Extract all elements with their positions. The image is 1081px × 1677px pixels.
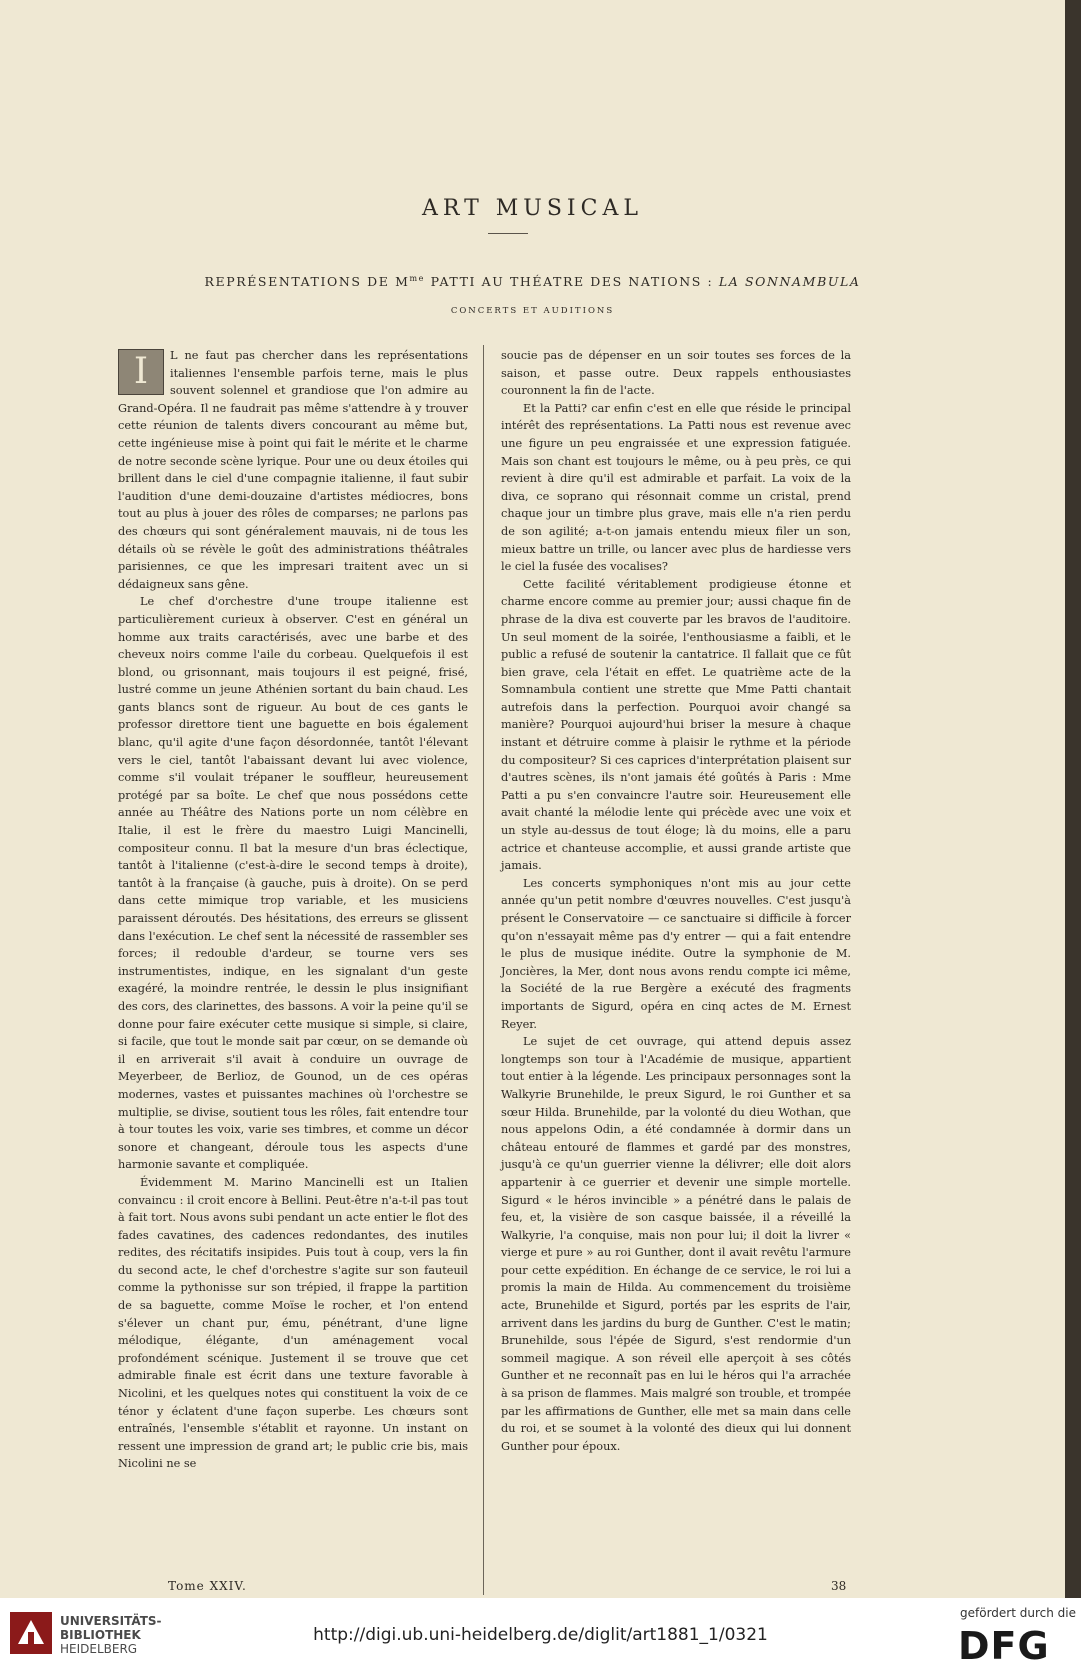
permalink-url[interactable]: http://digi.ub.uni-heidelberg.de/diglit/art1881_1/0321 — [313, 1625, 768, 1645]
article-subtitle — [0, 274, 1065, 289]
funding-caption: gefördert durch die — [960, 1606, 1076, 1620]
scan-edge-strip — [1065, 0, 1081, 1598]
paragraph: Et la Patti? car enfin c'est en elle que réside le principal intérêt des représentations. La Patti nous est revenue avec une figure un peu engraissée et une expression fatiguée. Mais son chant est toujours le même, ou à peu près, ce qui revient à dire qu'il est admirable et parfait. La voix de la diva, ce soprano qui résonnait comme un cristal, prend chaque jour un timbre plus grave, mais elle n'a rien perdu de son agilité; a-t-on jamais entendu mieux filer un son, mieux battre un trille, ou lancer avec plus de hardiesse vers le ciel la fusée des vocalises? — [501, 401, 851, 574]
section-heading: CONCERTS ET AUDITIONS — [450, 306, 615, 316]
page-number: 38 — [831, 1579, 847, 1593]
page-title: ART MUSICAL — [422, 196, 643, 221]
paragraph: Cette facilité véritablement prodigieuse étonne et charme encore comme au premier jour; aussi chaque fin de phrase de la diva est couverte par les bravos de l'auditoire. Un seul moment de la soirée, l'enthousiasme a faibli, et le public a refusé de soutenir la cantatrice. Il fallait que ce fût bien grave, cela l'était en effet. Le quatrième acte de la Somnambula contient une strette que Mme Patti chantait autrefois dans la perfection. Pourquoi avoir changé sa manière? Pourquoi aujourd'hui briser la mesure à chaque instant et détruire comme à plaisir le rythme et la période du compositeur? Si ces caprices d'interprétation plaisent sur d'autres scènes, ils n'ont jamais été goûtés à Paris : Mme Patti a pu s'en convaincre l'autre soir. Heureusement elle avait chanté la mélodie lente qui précède avec une voix et un style au-dessus de tout éloge; là du moins, elle a paru actrice et chanteuse accomplie, et aussi grande artiste que jamais. — [501, 577, 851, 873]
uni-line3: HEIDELBERG — [60, 1642, 138, 1656]
paragraph: Le chef d'orchestre d'une troupe italienne est particulièrement curieux à observer. C'est en général un homme aux traits caractérisés, avec une barbe et des cheveux noirs comme l'aile du corbeau. Quelquefois il est blond, ou grisonnant, mais toujours il est peigné, frisé, lustré comme un jeune Athénien sortant du bain chaud. Les gants blancs sont de rigueur. Au bout de ces gants le professor direttore tient une baguette en bois également blanc, qu'il agite d'une façon désordonnée, tantôt l'élevant vers le ciel, tantôt l'abaissant devant lui avec violence, comme s'il voulait trépaner le souffleur, heureusement protégé par sa boîte. Le chef que nous possédons cette année au Théâtre des Nations porte un nom célèbre en Italie, il est le frère du maestro Luigi Mancinelli, compositeur connu. Il bat la mesure d'un bras éclectique, tantôt à l'italienne (c'est-à-dire le second temps à droite), tantôt à la française (à gauche, puis à droite). On se perd dans cette mimique trop variable, et les musiciens paraissent déroutés. Des hésitations, des erreurs se glissent dans l'exécution. Le chef sent la nécessité de rassembler ses forces; il redouble d'ardeur, se tourne vers ses instrumentistes, indique, en les signalant d'un geste exagéré, la moindre rentrée, le dessin le plus insignifiant des cors, des clarinettes, des bassons. A voir la peine qu'il se donne pour faire exécuter cette musique si simple, si claire, si facile, que tout le monde sait par cœur, on se demande où il en arriverait s'il avait à conduire un ouvrage de Meyerbeer, de Berlioz, de Gounod, un de ces opéras modernes, vastes et puissantes machines où l'orchestre se multiplie, se divise, soutient tous les rôles, fait entendre tour à tour toutes les voix, varie ses timbres, et comme un décor sonore et changeant, déroule tous les aspects d'une harmonie savante et compliquée. — [118, 595, 468, 1172]
uni-line1: UNIVERSITÄTS- — [60, 1614, 162, 1628]
subtitle-part-b: PATTI AU THÉATRE DES NATIONS : — [425, 274, 719, 290]
paragraph: Le sujet de cet ouvrage, qui attend depuis assez longtemps son tour à l'Académie de musique, appartient tout entier à la légende. Les principaux personnages sont la Walkyrie Brunehilde, le preux Sigurd, le roi Gunther et sa sœur Hilda. Brunehilde, par la volonté du dieu Wothan, que nous appelons Odin, a été condamnée à dormir dans un château entouré de flammes et gardé par des monstres, jusqu'à ce qu'un guerrier vienne la délivrer; elle doit alors appartenir à ce guerrier et devenir une simple mortelle. Sigurd « le héros invincible » a pénétré dans le palais de feu, et, la visière de son casque baissée, il a réveillé la Walkyrie, l'a conquise, mais non pour lui; il doit la livrer « vierge et pure » au roi Gunther, dont il avait revêtu l'armure pour cette expédition. En échange de ce service, le roi lui a promis la main de Hilda. Au commencement du troisième acte, Brunehilde et Sigurd, portés par les esprits de l'air, arrivent dans les jardins du burg de Gunther. C'est le matin; Brunehilde, sous l'épée de Sigurd, s'est rendormie d'un sommeil magique. A son réveil elle aperçoit à ses côtés Gunther et ne reconnaît pas en lui le héros qui l'a arrachée à sa prison de flammes. Mais malgré son trouble, et trompée par les affirmations de Gunther, elle met sa main dans celle du roi, et se soumet à la volonté des dieux qui lui donnent Gunther pour époux. — [501, 1035, 851, 1453]
dfg-logo[interactable]: DFG — [958, 1624, 1050, 1668]
subtitle-superscript: me — [409, 274, 426, 283]
drop-cap: I — [118, 349, 164, 395]
paragraph — [118, 347, 468, 593]
subtitle-italic: LA SONNAMBULA — [718, 274, 861, 290]
subtitle-part-a: REPRÉSENTATIONS DE M — [204, 274, 410, 290]
paragraph: soucie pas de dépenser en un soir toutes ses forces de la saison, et passe outre. Deux rappels enthousiastes couronnent la fin de l'acte. — [501, 349, 851, 398]
right-column — [501, 347, 851, 1455]
column-divider — [483, 345, 484, 1595]
volume-label: Tome XXIV. — [168, 1579, 247, 1593]
uni-line2: BIBLIOTHEK — [60, 1628, 141, 1642]
paragraph: Les concerts symphoniques n'ont mis au jour cette année qu'un petit nombre d'œuvres nouvelles. C'est jusqu'à présent le Conservatoire — ce sanctuaire si difficile à forcer qu'on n'essayait même pas d'y entrer — qui a fait entendre le plus de musique inédite. Outre la symphonie de M. Joncières, la Mer, dont nous avons rendu compte ici même, la Société de la rue Bergère a exécuté des fragments importants de Sigurd, opéra en cinq actes de M. Ernest Reyer. — [501, 876, 851, 1031]
left-column — [118, 347, 468, 1473]
paragraph-text: L ne faut pas chercher dans les représentations italiennes l'ensemble parfois terne, mais le plus souvent solennel et grandiose que l'on admire au Grand-Opéra. Il ne faudrait pas même s'attendre à y trouver cette réunion de talents divers concourant au même but, cette ingénieuse mise à point qui fait le mérite et le charme de notre seconde scène lyrique. Pour une ou deux étoiles qui brillent dans le ciel d'une compagnie italienne, il faut subir l'audition d'une demi-douzaine d'artistes médiocres, bons tout au plus à jouer des rôles de comparses; ne parlons pas des chœurs qui sont généralement mauvais, ni de tous les détails où se révèle le goût des administrations théâtrales parisiennes, ce que les impresari traitent avec un si dédaigneux sans gêne. — [118, 349, 468, 591]
paragraph: Évidemment M. Marino Mancinelli est un Italien convaincu : il croit encore à Bellini. Peut-être n'a-t-il pas tout à fait tort. Nous avons subi pendant un acte entier le flot des fades cavatines, des cadences redondantes, des inutiles redites, des récitatifs insipides. Puis tout à coup, vers la fin du second acte, le chef d'orchestre s'agite sur son fauteuil comme la pythonisse sur son trépied, il frappe la partition de sa baguette, comme Moïse le rocher, et l'on entend s'élever un chant pur, ému, pénétrant, d'une ligne mélodique, élégante, d'un aménagement vocal profondément scénique. Justement il se trouve que cet admirable finale est écrit dans une texture favorable à Nicolini, et les quelques notes qui constituent la voix de ce ténor y éclatent d'une façon superbe. Les chœurs sont entraînés, l'ensemble s'établit et rayonne. Un instant on ressent une impression de grand art; le public crie bis, mais Nicolini ne se — [118, 1175, 469, 1471]
title-rule — [488, 233, 528, 234]
